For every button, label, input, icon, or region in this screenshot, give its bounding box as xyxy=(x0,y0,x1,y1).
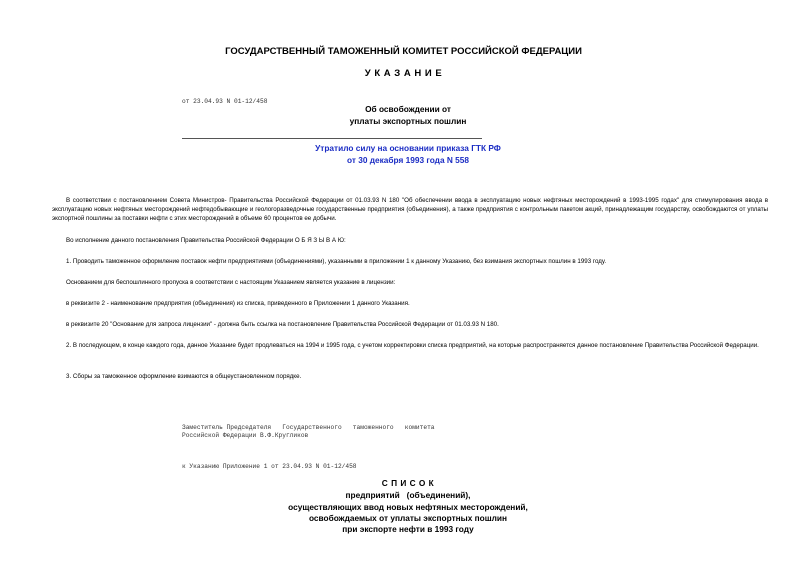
appendix-line4: при экспорте нефти в 1993 году xyxy=(342,524,474,534)
committee-heading: ГОСУДАРСТВЕННЫЙ ТАМОЖЕННЫЙ КОМИТЕТ РОССИЙСКОЙ ФЕДЕРАЦИИ xyxy=(225,46,582,57)
appendix-line3: освобождаемых от уплаты экспортных пошлин xyxy=(308,513,508,523)
divider xyxy=(182,138,482,139)
document-title-line1: Об освобождении от xyxy=(365,104,451,114)
appendix-line1: предприятий (объединений), xyxy=(345,490,471,500)
paragraph-7: 2. В последующем, в конце каждого года, данное Указание будет продлеваться на 1994 и 1995 года, с учетом корректировки списка предприятий, на которые распространяется данное постановление Правительства Российской Федерации. xyxy=(66,342,759,349)
appendix-heading: С П И С О К xyxy=(381,478,435,488)
appendix-reference: к Указанию Приложение 1 от 23.04.93 N 01-12/458 xyxy=(182,463,357,470)
appendix-line2: осуществляющих ввод новых нефтяных месторождений, xyxy=(288,502,528,512)
paragraph-8: 3. Сборы за таможенное оформление взимаются в общеустановленном порядке. xyxy=(66,373,302,380)
paragraph-4: Основанием для беспошлинного пропуска в соответствии с настоящим Указанием является указание в лицензии: xyxy=(66,279,396,286)
paragraph-3: 1. Проводить таможенное оформление поставок нефти предприятиями (объединениями), указанными в приложении 1 к данному Указанию, без взимания экспортных пошлин в 1993 году. xyxy=(66,258,607,265)
document-type: У К А З А Н И Е xyxy=(364,68,443,79)
paragraph-5: в реквизите 2 - наименование предприятия (объединения) из списка, приведенного в Приложении 1 данного Указания. xyxy=(66,300,410,307)
signature-line1: Заместитель Председателя Государственного таможенного комитета xyxy=(182,424,435,431)
document-title-line2: уплаты экспортных пошлин xyxy=(349,116,467,126)
signature-line2: Российской Федерации В.Ф.Кругликов xyxy=(182,432,309,439)
repeal-notice-line1[interactable]: Утратило силу на основании приказа ГТК РФ xyxy=(315,143,501,153)
paragraph-2: Во исполнение данного постановления Правительства Российской Федерации О Б Я З Ы В А Ю: xyxy=(66,237,346,244)
paragraph-1: В соответствии с постановлением Совета Министров- Правительства Российской Федерации от 01.03.93 N 180 "Об обеспечении ввода в эксплуатацию новых нефтяных месторождений в 1993-1995 годах" для стимулирования ввода в эксплуатацию новых нефтяных месторождений нефтедобывающие и геологоразведочные государственные предприятия (объединения), а также предприятия с контрольным пакетом акций, принадлежащим государству, освобождаются от уплаты экспортной пошлины за поставки нефти с этих месторождений в объеме 60 процентов ее добычи. xyxy=(52,197,768,222)
document-reference: от 23.04.93 N 01-12/458 xyxy=(182,98,268,105)
paragraph-6: в реквизите 20 "Основание для запроса лицензии" - должна быть ссылка на постановление Правительства Российской Федерации от 01.03.93 N 180. xyxy=(66,321,499,328)
repeal-notice-line2[interactable]: от 30 декабря 1993 года N 558 xyxy=(346,155,470,165)
